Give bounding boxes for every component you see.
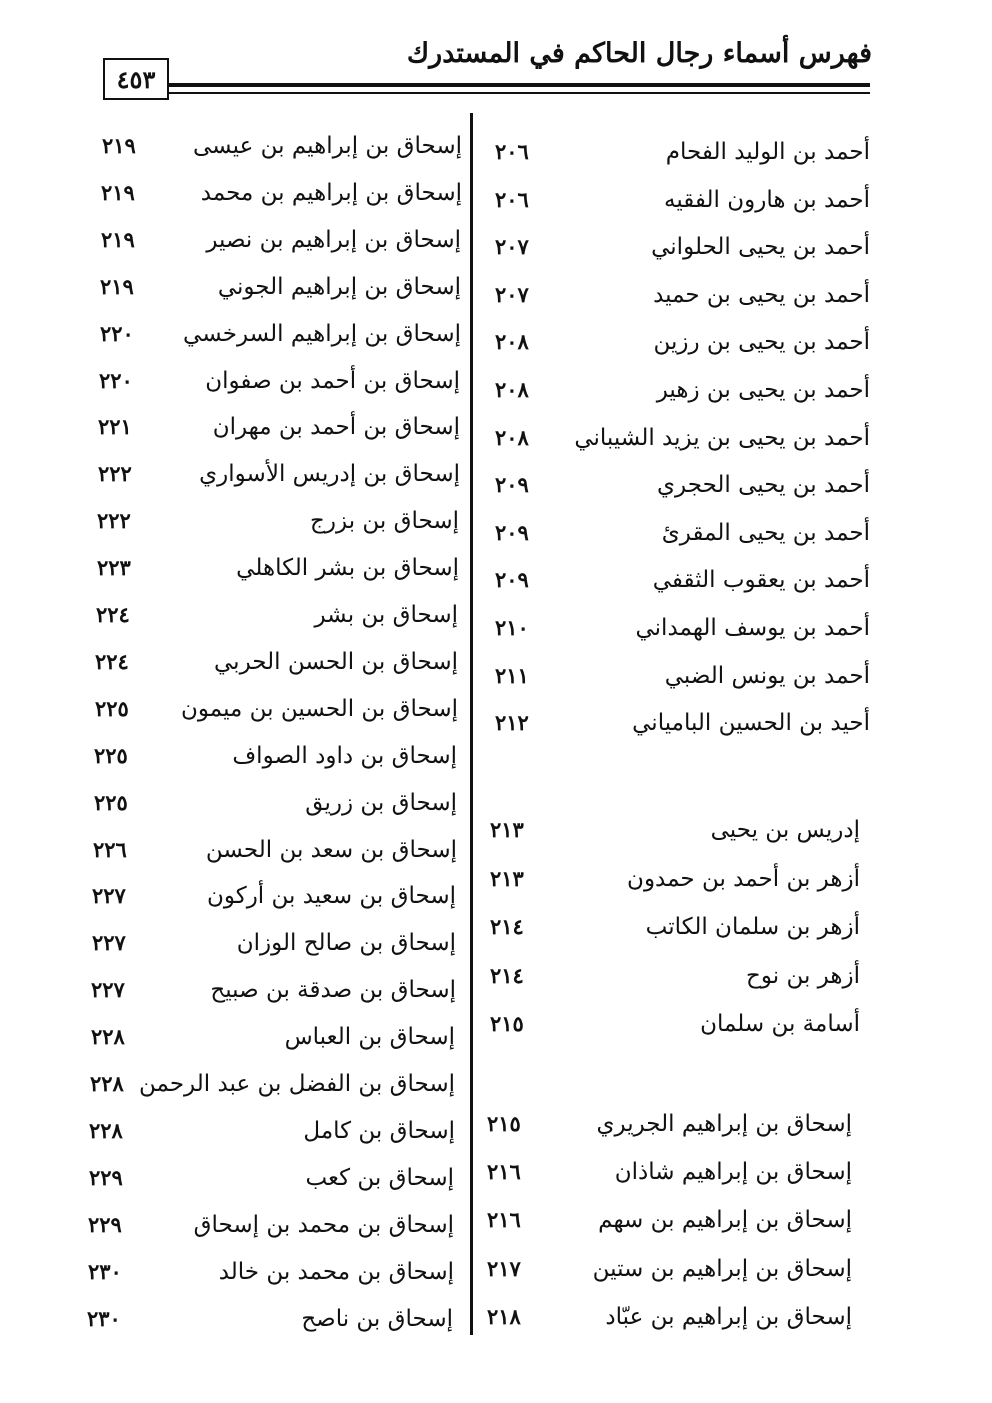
index-entry [97, 497, 459, 545]
index-entry [490, 855, 860, 903]
index-entry [96, 591, 458, 639]
column-divider [470, 113, 473, 1335]
index-entry [93, 826, 457, 874]
entry-name: إسحاق بن الحسين بن ميمون [181, 696, 458, 722]
index-entry [495, 366, 870, 414]
index-entry [487, 1293, 852, 1341]
entry-page-number: ٢١٣ [490, 866, 524, 891]
entry-name: إسحاق بن إبراهيم بن نصير [206, 227, 461, 253]
index-entry [95, 638, 458, 686]
index-entry [490, 952, 860, 1000]
entry-page-number: ٢٢٩ [88, 1212, 122, 1237]
entry-name: إسحاق بن أحمد بن مهران [212, 414, 460, 440]
entry-name: أحمد بن يحيى بن حميد [653, 282, 870, 308]
entry-name: إسحاق بن الحسن الحربي [214, 649, 458, 675]
entry-name: أحيد بن الحسين البامياني [632, 710, 870, 736]
index-entry [88, 1201, 454, 1249]
entry-page-number: ٢١٧ [487, 1256, 521, 1281]
entry-name: إسحاق بن داود الصواف [232, 743, 457, 769]
entry-page-number: ٢١٤ [490, 914, 524, 939]
entry-page-number: ٢١٢ [495, 710, 529, 735]
index-entry [490, 1000, 860, 1048]
entry-name: إسحاق بن زريق [305, 790, 457, 816]
index-entry [495, 176, 870, 224]
entry-name: إسحاق بن إبراهيم بن عبّاد [605, 1304, 852, 1330]
entry-name: إسحاق بن بزرج [310, 508, 459, 534]
index-entry [495, 652, 870, 700]
entry-page-number: ٢٢٢ [98, 461, 132, 486]
index-entry [487, 1196, 852, 1244]
entry-page-number: ٢٢٧ [91, 977, 125, 1002]
index-entry [91, 1013, 455, 1061]
index-entry [98, 403, 460, 451]
entry-name: أحمد بن يحيى الحجري [657, 472, 870, 498]
entry-name: إسحاق بن إبراهيم الجوني [217, 274, 461, 300]
page-title: فهرس أسماء رجال الحاكم في المستدرك [406, 38, 872, 69]
entry-page-number: ٢٢٢ [97, 508, 131, 533]
entry-page-number: ٢١٥ [487, 1111, 521, 1136]
entry-name: إسحاق بن بشر [314, 602, 458, 628]
entry-page-number: ٢٠٦ [495, 187, 529, 212]
entry-name: أحمد بن يحيى بن زهير [656, 377, 870, 403]
header-rule-thin [169, 92, 870, 94]
entry-page-number: ٢٢٠ [99, 368, 133, 393]
entry-page-number: ٢٢٤ [96, 602, 130, 627]
entry-page-number: ٢١٩ [101, 180, 135, 205]
entry-page-number: ٢١٦ [487, 1159, 521, 1184]
entry-name: إسحاق بن إبراهيم بن عيسى [192, 133, 462, 159]
entry-name: إسحاق بن ناصح [301, 1306, 453, 1332]
entry-page-number: ٢٢٣ [97, 555, 131, 580]
index-entry [487, 1100, 852, 1148]
entry-page-number: ٢٢٨ [90, 1071, 124, 1096]
entry-name: أحمد بن يحيى المقرئ [661, 520, 870, 546]
index-entry [495, 556, 870, 604]
index-entry [490, 806, 860, 854]
index-entry [495, 414, 870, 462]
index-entry [495, 509, 870, 557]
entry-page-number: ٢٢٧ [92, 930, 126, 955]
entry-name: إسحاق بن سعد بن الحسن [205, 837, 457, 863]
index-entry [487, 1148, 852, 1196]
entry-name: إسحاق بن إبراهيم شاذان [614, 1159, 852, 1185]
entry-name: إسحاق بن محمد بن خالد [218, 1259, 454, 1285]
entry-page-number: ٢٠٨ [495, 329, 529, 354]
entry-name: أحمد بن يحيى بن يزيد الشيباني [574, 425, 870, 451]
entry-name: أزهر بن نوح [746, 963, 860, 989]
entry-name: إسحاق بن إبراهيم السرخسي [183, 321, 461, 347]
index-entry [100, 263, 461, 311]
index-entry [490, 903, 860, 951]
index-entry [495, 271, 870, 319]
entry-page-number: ٢١٠ [495, 615, 529, 640]
entry-page-number: ٢٠٦ [495, 139, 529, 164]
entry-page-number: ٢٢٤ [95, 649, 129, 674]
index-entry [95, 685, 458, 733]
entry-page-number: ٢١٥ [490, 1011, 524, 1036]
entry-name: إسحاق بن سعيد بن أركون [206, 883, 456, 909]
entry-page-number: ٢٠٨ [495, 377, 529, 402]
entry-name: إسحاق بن إبراهيم الجريري [596, 1111, 852, 1137]
entry-page-number: ٢٠٧ [495, 234, 529, 259]
entry-page-number: ٢١٨ [487, 1304, 521, 1329]
entry-page-number: ٢٢١ [98, 414, 132, 439]
entry-name: أحمد بن الوليد الفحام [665, 139, 870, 165]
entry-name: أحمد بن يونس الضبي [664, 663, 870, 689]
index-entry [101, 216, 461, 264]
entry-page-number: ٢٣٠ [88, 1259, 122, 1284]
index-entry [88, 1248, 454, 1296]
index-entry [102, 122, 462, 170]
index-entry [94, 732, 457, 780]
index-entry [91, 966, 456, 1014]
entry-name: أحمد بن يحيى بن رزين [653, 329, 870, 355]
entry-page-number: ٢٠٩ [495, 472, 529, 497]
entry-name: إسحاق بن محمد بن إسحاق [193, 1212, 454, 1238]
index-entry [89, 1107, 455, 1155]
entry-name: أحمد بن يوسف الهمداني [635, 615, 870, 641]
index-entry [94, 779, 457, 827]
index-entry [92, 872, 456, 920]
entry-page-number: ٢٠٩ [495, 567, 529, 592]
entry-page-number: ٢١٩ [102, 133, 136, 158]
entry-page-number: ٢٢٥ [94, 743, 128, 768]
index-entry [98, 450, 460, 498]
index-entry [495, 223, 870, 271]
entry-name: إسحاق بن إدريس الأسواري [199, 461, 460, 487]
page-number: ٤٥٣ [116, 64, 156, 94]
header-rule-thick [169, 83, 870, 87]
entry-page-number: ٢٠٩ [495, 520, 529, 545]
entry-page-number: ٢٢٥ [95, 696, 129, 721]
index-entry [99, 357, 460, 405]
entry-name: أحمد بن يحيى الحلواني [651, 234, 870, 260]
entry-name: أحمد بن هارون الفقيه [663, 187, 870, 213]
index-entry [495, 461, 870, 509]
entry-name: أسامة بن سلمان [700, 1011, 860, 1037]
page-number-box [103, 58, 169, 100]
entry-page-number: ٢١٩ [101, 227, 135, 252]
index-entry [100, 310, 461, 358]
index-entry [495, 699, 870, 747]
entry-name: إسحاق بن كامل [303, 1118, 455, 1144]
index-entry [101, 169, 462, 217]
entry-page-number: ٢٣٠ [87, 1306, 121, 1331]
index-entry [89, 1154, 454, 1202]
entry-name: إسحاق بن أحمد بن صفوان [205, 368, 460, 394]
index-entry [495, 128, 870, 176]
entry-page-number: ٢٢٩ [89, 1165, 123, 1190]
entry-name: إسحاق بن صالح الوزان [236, 930, 456, 956]
index-entry [495, 604, 870, 652]
index-entry [87, 1295, 453, 1343]
entry-name: إسحاق بن إبراهيم بن محمد [200, 180, 462, 206]
index-entry [90, 1060, 455, 1108]
entry-name: إسحاق بن إبراهيم بن سهم [598, 1207, 852, 1233]
entry-page-number: ٢١٤ [490, 963, 524, 988]
entry-page-number: ٢١٣ [490, 817, 524, 842]
entry-name: إسحاق بن بشر الكاهلي [236, 555, 459, 581]
entry-page-number: ٢٢٨ [89, 1118, 123, 1143]
entry-name: إسحاق بن الفضل بن عبد الرحمن [139, 1071, 455, 1097]
entry-page-number: ٢١١ [495, 663, 529, 688]
entry-name: إسحاق بن إبراهيم بن ستين [592, 1256, 852, 1282]
entry-page-number: ٢٢٦ [93, 837, 127, 862]
entry-name: إسحاق بن العباس [284, 1024, 455, 1050]
entry-page-number: ٢١٦ [487, 1207, 521, 1232]
entry-page-number: ٢٠٧ [495, 282, 529, 307]
entry-page-number: ٢٢٧ [92, 883, 126, 908]
entry-name: إسحاق بن صدقة بن صبيح [210, 977, 456, 1003]
entry-name: إسحاق بن كعب [305, 1165, 454, 1191]
entry-name: أزهر بن أحمد بن حمدون [627, 866, 860, 892]
entry-page-number: ٢٠٨ [495, 425, 529, 450]
index-entry [487, 1245, 852, 1293]
index-entry [97, 544, 459, 592]
entry-name: أزهر بن سلمان الكاتب [645, 914, 860, 940]
entry-page-number: ٢٢٨ [91, 1024, 125, 1049]
entry-page-number: ٢١٩ [100, 274, 134, 299]
index-entry [92, 919, 456, 967]
entry-page-number: ٢٢٠ [100, 321, 134, 346]
entry-name: إدريس بن يحيى [710, 817, 860, 843]
index-entry [495, 318, 870, 366]
entry-page-number: ٢٢٥ [94, 790, 128, 815]
entry-name: أحمد بن يعقوب الثقفي [652, 567, 870, 593]
